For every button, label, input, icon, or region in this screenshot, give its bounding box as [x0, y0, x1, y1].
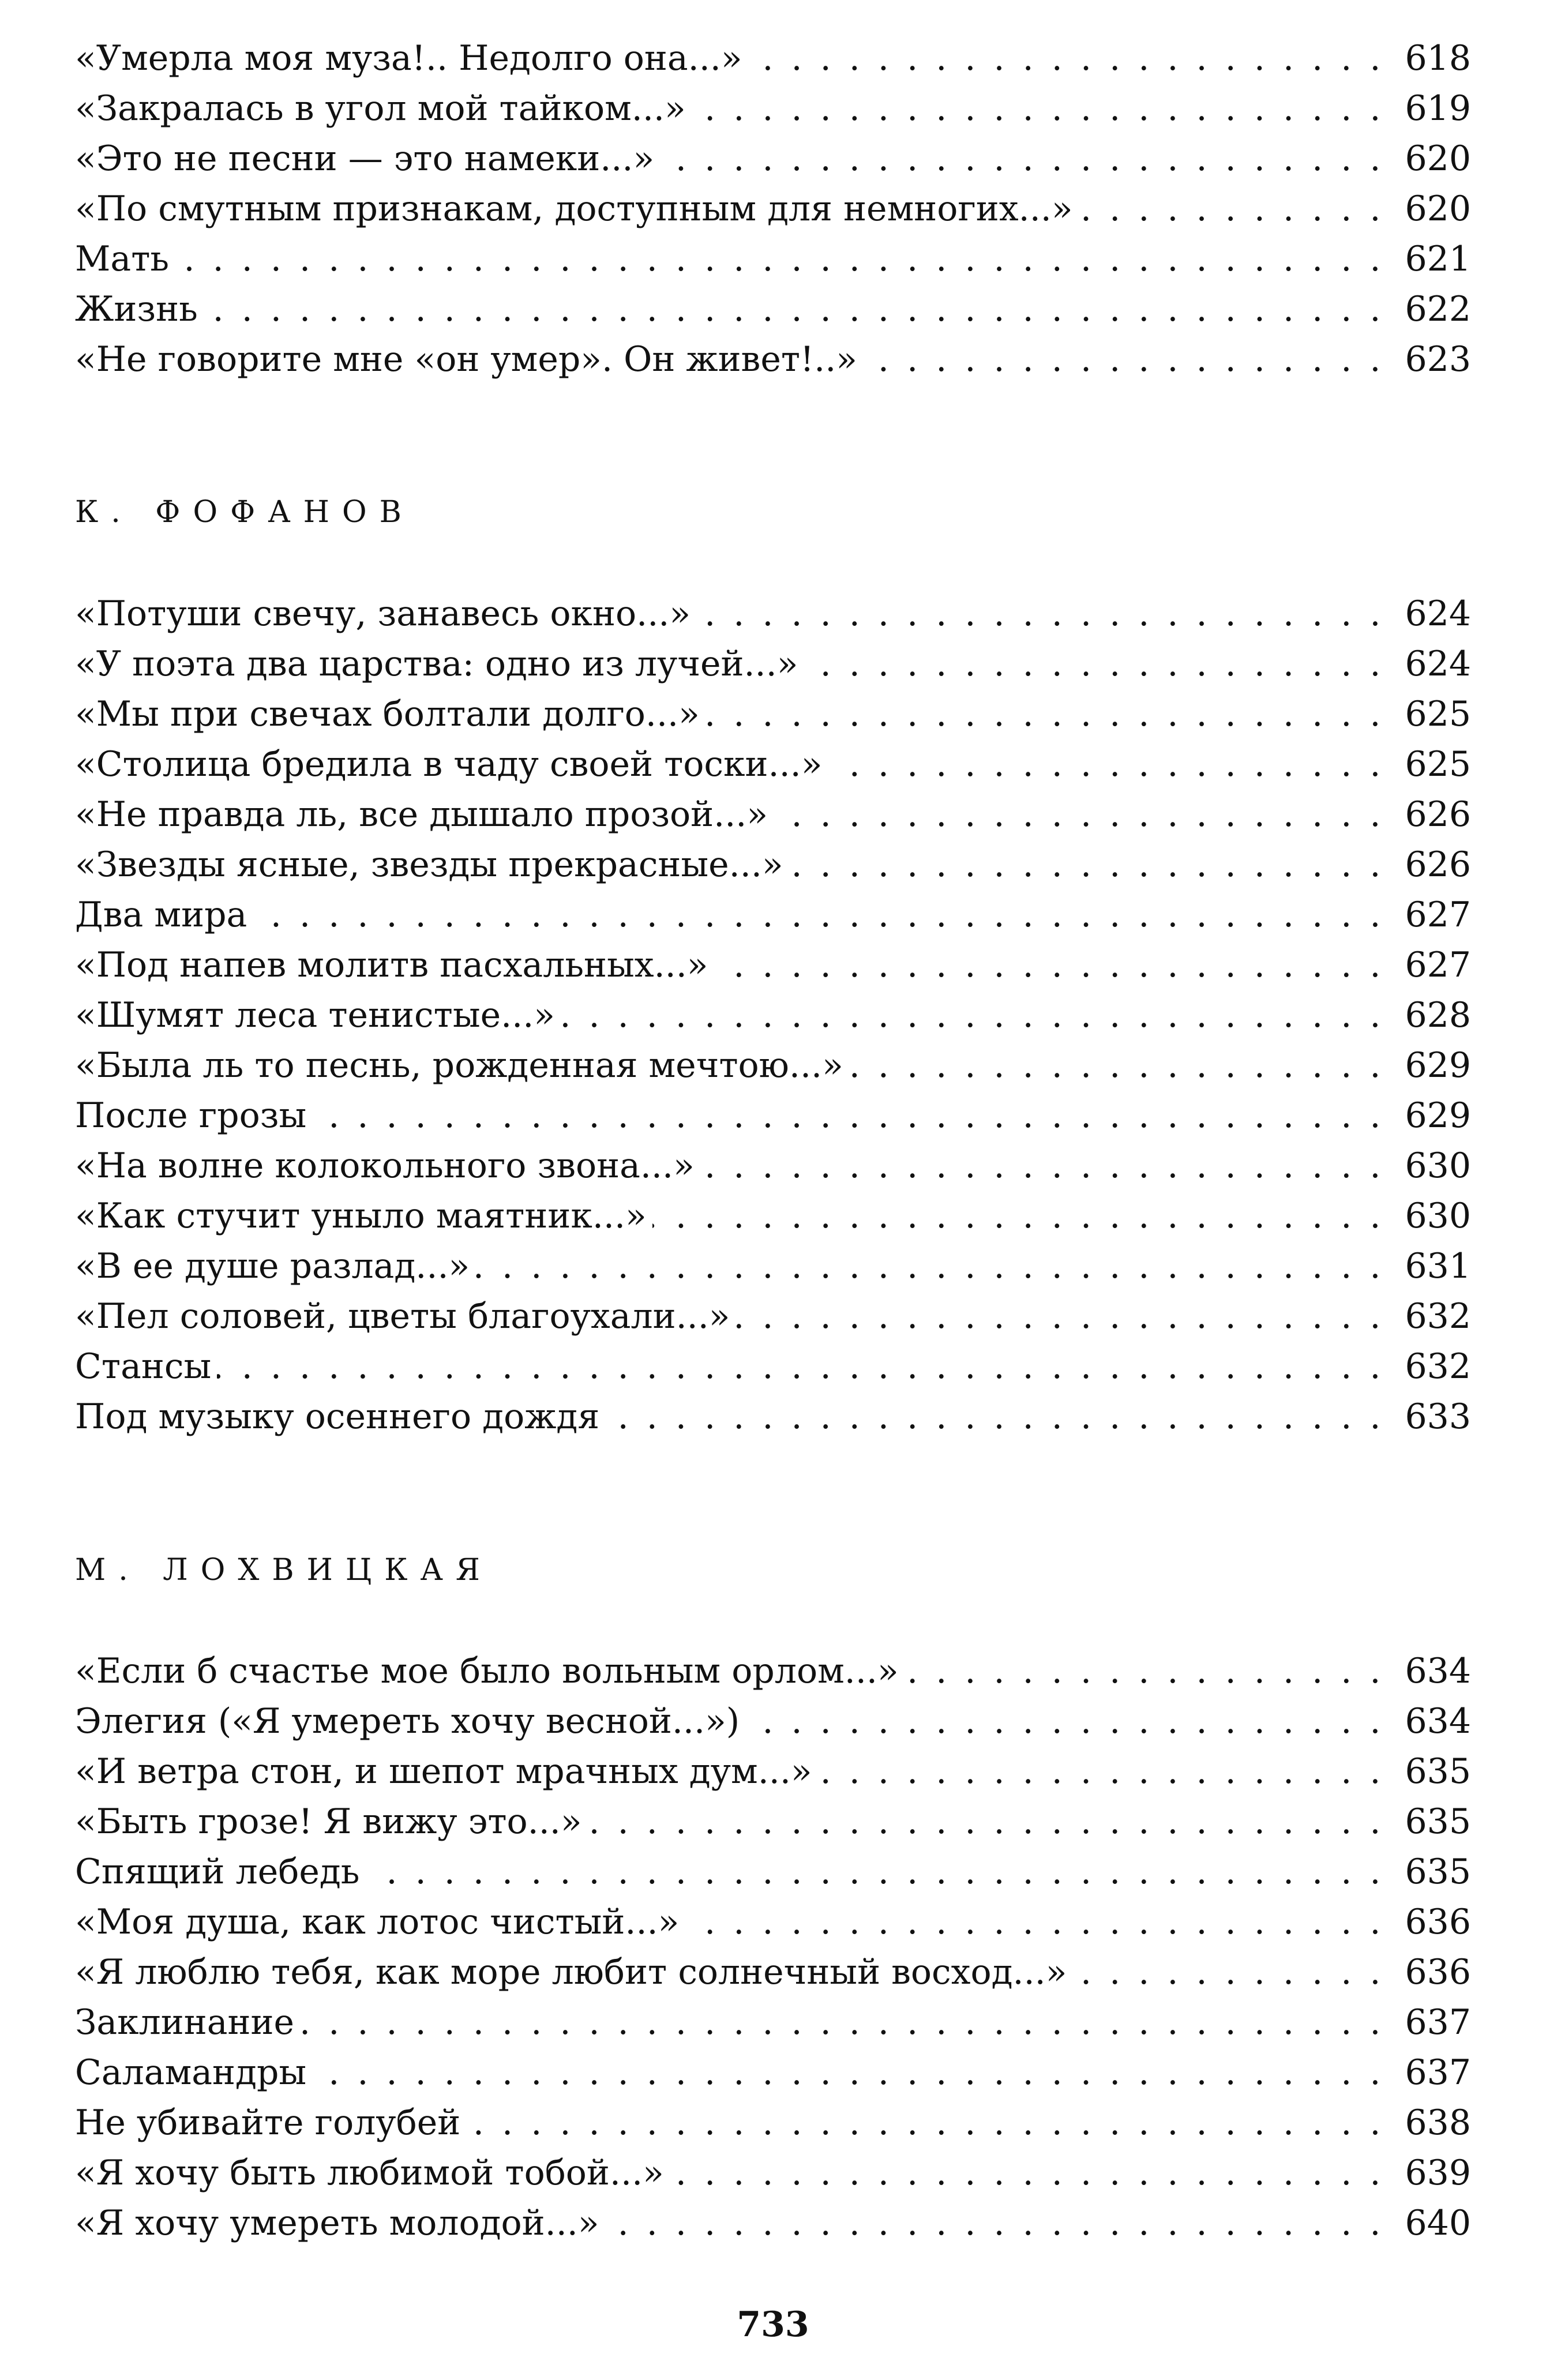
dot-leader — [660, 134, 1384, 184]
entry-page-number: 639 — [1405, 2153, 1471, 2193]
entry-page-number: 634 — [1405, 1701, 1471, 1741]
entry-title: «Закралась в угол мой тайком...» — [75, 88, 686, 129]
entry-page-number: 621 — [1405, 239, 1471, 279]
entry-title: «Столица бредила в чаду своей тоски...» — [75, 744, 823, 784]
entry-page-number: 627 — [1405, 895, 1471, 935]
entry-page-number: 624 — [1405, 644, 1471, 684]
toc-entry — [75, 1292, 1471, 1342]
entry-page-number: 635 — [1405, 1852, 1471, 1892]
entry-page-number: 619 — [1405, 88, 1471, 129]
dot-leader — [748, 33, 1384, 84]
entry-title: «И ветра стон, и шепот мрачных дум...» — [75, 1751, 812, 1792]
entry-page-number: 629 — [1405, 1095, 1471, 1136]
dot-leader — [905, 1646, 1384, 1696]
dot-leader — [365, 1847, 1384, 1897]
entry-page-number: 633 — [1405, 1397, 1471, 1437]
entry-title: «Я люблю тебя, как море любит солнечный восход...» — [75, 1952, 1067, 1992]
dot-leader — [804, 639, 1384, 689]
entry-page-number: 632 — [1405, 1346, 1471, 1387]
entry-page-number: 638 — [1405, 2103, 1471, 2143]
toc-entry — [75, 589, 1471, 639]
toc-entry — [75, 284, 1471, 335]
entry-page-number: 627 — [1405, 945, 1471, 985]
toc-entry — [75, 990, 1471, 1041]
entry-page-number: 634 — [1405, 1651, 1471, 1691]
entry-title: Два мира — [75, 895, 247, 935]
dot-leader — [1072, 1947, 1384, 1998]
entry-page-number: 624 — [1405, 594, 1471, 634]
entry-title: Не убивайте голубей — [75, 2103, 461, 2143]
entry-title: «Я хочу умереть молодой...» — [75, 2203, 599, 2243]
entry-page-number: 636 — [1405, 1902, 1471, 1942]
toc-entry — [75, 2198, 1471, 2248]
entry-title: Стансы — [75, 1346, 212, 1387]
toc-entry — [75, 1897, 1471, 1947]
dot-leader — [828, 739, 1384, 790]
entry-title: «Не правда ль, все дышало прозой...» — [75, 794, 768, 835]
entry-page-number: 625 — [1405, 694, 1471, 734]
entry-page-number: 635 — [1405, 1751, 1471, 1792]
toc-entry — [75, 1091, 1471, 1141]
toc-entry — [75, 2048, 1471, 2098]
entry-page-number: 636 — [1405, 1952, 1471, 1992]
toc-section-fofanov — [75, 589, 1471, 1442]
entry-title: «Была ль то песнь, рожденная мечтою...» — [75, 1045, 843, 1086]
toc-entry — [75, 335, 1471, 385]
entry-title: «Звезды ясные, звезды прекрасные...» — [75, 844, 783, 885]
dot-leader — [849, 1041, 1384, 1091]
toc-entry — [75, 1797, 1471, 1847]
toc-section-continued — [75, 33, 1471, 385]
entry-title: «Потуши свечу, занавесь окно...» — [75, 594, 691, 634]
toc-entry — [75, 1141, 1471, 1191]
entry-page-number: 635 — [1405, 1801, 1471, 1842]
dot-leader — [736, 1292, 1384, 1342]
dot-leader — [670, 2148, 1384, 2198]
dot-leader — [818, 1747, 1384, 1797]
entry-title: «Быть грозе! Я вижу это...» — [75, 1801, 582, 1842]
toc-entry — [75, 2098, 1471, 2148]
entry-page-number: 620 — [1405, 138, 1471, 179]
dot-leader — [714, 940, 1384, 990]
entry-title: «Если б счастье мое было вольным орлом...» — [75, 1651, 899, 1691]
toc-entry — [75, 840, 1471, 890]
author-heading: К. ФОФАНОВ — [75, 495, 414, 530]
entry-title: «Не говорите мне «он умер». Он живет!..» — [75, 339, 858, 380]
toc-section-lokhvitskaya — [75, 1646, 1471, 2248]
entry-page-number: 640 — [1405, 2203, 1471, 2243]
entry-title: «На волне колокольного звона...» — [75, 1146, 695, 1186]
dot-leader — [312, 2048, 1384, 2098]
entry-title: «Мы при свечах болтали долго...» — [75, 694, 700, 734]
dot-leader — [863, 335, 1384, 385]
entry-page-number: 620 — [1405, 189, 1471, 229]
entry-title: Мать — [75, 239, 170, 279]
dot-leader — [217, 1342, 1384, 1392]
toc-entry — [75, 1747, 1471, 1797]
entry-page-number: 632 — [1405, 1296, 1471, 1337]
toc-entry — [75, 33, 1471, 84]
toc-entry — [75, 1646, 1471, 1696]
toc-entry — [75, 739, 1471, 790]
toc-entry — [75, 890, 1471, 940]
toc-entry — [75, 1041, 1471, 1091]
toc-entry — [75, 1696, 1471, 1747]
toc-entry — [75, 1241, 1471, 1292]
dot-leader — [706, 689, 1384, 739]
dot-leader — [774, 790, 1384, 840]
entry-title: «Это не песни — это намеки...» — [75, 138, 655, 179]
entry-title: «Под напев молитв пасхальных...» — [75, 945, 708, 985]
dot-leader — [300, 1998, 1384, 2048]
entry-title: «Пел соловей, цветы благоухали...» — [75, 1296, 730, 1337]
entry-page-number: 628 — [1405, 995, 1471, 1035]
entry-page-number: 626 — [1405, 844, 1471, 885]
toc-entry — [75, 1847, 1471, 1897]
dot-leader — [696, 589, 1384, 639]
dot-leader — [475, 1241, 1384, 1292]
entry-title: «Шумят леса тенистые...» — [75, 995, 556, 1035]
entry-page-number: 625 — [1405, 744, 1471, 784]
author-heading: М. ЛОХВИЦКАЯ — [75, 1553, 493, 1587]
entry-page-number: 637 — [1405, 2002, 1471, 2043]
entry-page-number: 630 — [1405, 1146, 1471, 1186]
dot-leader — [605, 2198, 1384, 2248]
entry-title: Саламандры — [75, 2052, 307, 2093]
dot-leader — [175, 234, 1384, 284]
entry-page-number: 629 — [1405, 1045, 1471, 1086]
entry-page-number: 630 — [1405, 1196, 1471, 1236]
entry-title: Заклинание — [75, 2002, 295, 2043]
dot-leader — [685, 1897, 1384, 1947]
dot-leader — [312, 1091, 1384, 1141]
toc-entry — [75, 234, 1471, 284]
entry-page-number: 631 — [1405, 1246, 1471, 1286]
entry-title: «Умерла моя муза!.. Недолго она...» — [75, 38, 742, 78]
entry-title: «Как стучит уныло маятник...» — [75, 1196, 647, 1236]
entry-title: «Моя душа, как лотос чистый...» — [75, 1902, 680, 1942]
toc-entry — [75, 1998, 1471, 2048]
toc-entry — [75, 639, 1471, 689]
entry-page-number: 618 — [1405, 38, 1471, 78]
toc-entry — [75, 1191, 1471, 1241]
entry-title: Спящий лебедь — [75, 1852, 360, 1892]
dot-leader — [692, 84, 1384, 134]
toc-entry — [75, 1947, 1471, 1998]
entry-page-number: 626 — [1405, 794, 1471, 835]
entry-page-number: 623 — [1405, 339, 1471, 380]
dot-leader — [789, 840, 1384, 890]
entry-title: После грозы — [75, 1095, 307, 1136]
dot-leader — [253, 890, 1384, 940]
dot-leader — [745, 1696, 1384, 1747]
dot-leader — [605, 1392, 1384, 1442]
entry-title: «В ее душе разлад...» — [75, 1246, 470, 1286]
toc-entry — [75, 184, 1471, 234]
dot-leader — [204, 284, 1384, 335]
entry-title: Под музыку осеннего дождя — [75, 1397, 600, 1437]
entry-title: Жизнь — [75, 289, 198, 329]
entry-page-number: 622 — [1405, 289, 1471, 329]
toc-entry — [75, 84, 1471, 134]
dot-leader — [652, 1191, 1384, 1241]
dot-leader — [700, 1141, 1384, 1191]
toc-entry — [75, 2148, 1471, 2198]
toc-entry — [75, 1342, 1471, 1392]
toc-entry — [75, 940, 1471, 990]
entry-title: «Я хочу быть любимой тобой...» — [75, 2153, 664, 2193]
entry-title: «По смутным признакам, доступным для немногих...» — [75, 189, 1073, 229]
entry-page-number: 637 — [1405, 2052, 1471, 2093]
entry-title: Элегия («Я умереть хочу весной...») — [75, 1701, 740, 1741]
page-folio-number: 733 — [737, 2304, 809, 2345]
toc-entry — [75, 1392, 1471, 1442]
dot-leader — [561, 990, 1384, 1041]
dot-leader — [588, 1797, 1384, 1847]
dot-leader — [1079, 184, 1384, 234]
toc-entry — [75, 689, 1471, 739]
toc-entry — [75, 134, 1471, 184]
entry-title: «У поэта два царства: одно из лучей...» — [75, 644, 798, 684]
dot-leader — [466, 2098, 1384, 2148]
toc-entry — [75, 790, 1471, 840]
